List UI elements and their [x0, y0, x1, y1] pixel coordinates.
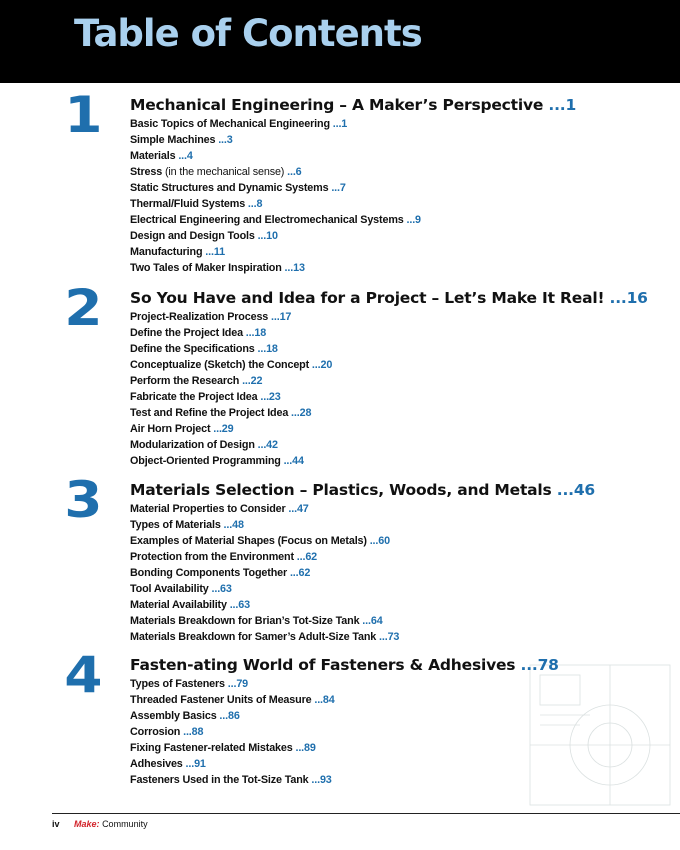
page-folio: iv: [52, 819, 60, 829]
chapter-page-number: 1: [565, 96, 577, 114]
toc-entry-page: 7: [339, 182, 346, 194]
toc-entry-page: 23: [268, 391, 281, 403]
toc-entry-text: Assembly Basics: [130, 710, 217, 722]
toc-entry[interactable]: Conceptualize (Sketch) the Concept ...20: [130, 359, 333, 371]
toc-entry[interactable]: Fixing Fastener-related Mistakes ...89: [130, 742, 316, 754]
page-title: Table of Contents: [74, 12, 422, 55]
toc-entry-text: Define the Specifications: [130, 343, 255, 355]
toc-entry[interactable]: Material Properties to Consider ...47: [130, 503, 309, 515]
toc-entry-text: Project-Realization Process: [130, 311, 269, 323]
toc-entry-page: 13: [293, 262, 305, 274]
header-bar: [0, 0, 680, 83]
toc-entry-page: 6: [295, 166, 302, 178]
toc-entry[interactable]: Design and Design Tools ...10: [130, 230, 278, 242]
toc-entry-page: 22: [250, 375, 263, 387]
toc-entry-page: 84: [322, 694, 335, 706]
toc-entry-page: 91: [194, 758, 206, 770]
toc-entry-page: 64: [370, 615, 383, 627]
toc-entry-page: 9: [415, 214, 421, 226]
toc-entry[interactable]: Basic Topics of Mechanical Engineering ...1: [130, 118, 348, 130]
toc-entry[interactable]: Simple Machines ...3: [130, 134, 233, 146]
toc-entry-text: Material Properties to Consider: [130, 503, 286, 515]
chapter-page-number: 46: [573, 481, 595, 499]
toc-entry[interactable]: Project-Realization Process ...17: [130, 311, 292, 323]
section-list: [130, 676, 335, 788]
toc-entry[interactable]: Protection from the Environment ...62: [130, 551, 318, 563]
footer-rule: [52, 813, 680, 814]
toc-entry-note: (in the mechanical sense): [162, 166, 285, 178]
toc-entry-page: 93: [319, 774, 332, 786]
toc-entry-page: 17: [279, 311, 292, 323]
toc-entry-text: Fasteners Used in the Tot-Size Tank: [130, 774, 309, 786]
toc-entry[interactable]: Materials ...4: [130, 150, 193, 162]
toc-entry-text: Types of Fasteners: [130, 678, 225, 690]
toc-entry[interactable]: Modularization of Design ...42: [130, 439, 278, 451]
toc-entry-text: Corrosion: [130, 726, 181, 738]
toc-entry-page: 89: [304, 742, 316, 754]
section-list: [130, 309, 332, 469]
toc-entry-page: 47: [296, 503, 309, 515]
chapter-page-number: 78: [537, 656, 559, 674]
toc-entry[interactable]: Types of Materials ...48: [130, 519, 244, 531]
toc-entry-text: Bonding Components Together: [130, 567, 288, 579]
toc-entry-page: 8: [256, 198, 263, 210]
toc-entry[interactable]: Materials Breakdown for Brian’s Tot-Size Tank ...64: [130, 615, 383, 627]
chapter-title-text: Materials Selection – Plastics, Woods, and Metals: [130, 481, 552, 499]
section-list: [130, 501, 399, 645]
blueprint-background-art: [520, 655, 680, 815]
toc-entry-page: 63: [220, 583, 232, 595]
toc-entry-text: Perform the Research: [130, 375, 240, 387]
toc-entry[interactable]: Fasteners Used in the Tot-Size Tank ...93: [130, 774, 332, 786]
toc-entry[interactable]: Fabricate the Project Idea ...23: [130, 391, 281, 403]
chapter-title-text: Mechanical Engineering – A Maker’s Perspective: [130, 96, 544, 114]
toc-entry[interactable]: Threaded Fastener Units of Measure ...84: [130, 694, 335, 706]
toc-entry-page: 1: [341, 118, 348, 130]
toc-entry[interactable]: Materials Breakdown for Samer’s Adult-Size Tank ...73: [130, 631, 400, 643]
toc-entry-page: 18: [254, 327, 267, 339]
toc-entry[interactable]: Air Horn Project ...29: [130, 423, 234, 435]
toc-entry[interactable]: Material Availability ...63: [130, 599, 250, 611]
toc-entry-page: 63: [238, 599, 250, 611]
toc-entry-page: 62: [298, 567, 311, 579]
toc-entry-text: Stress: [130, 166, 163, 178]
toc-entry[interactable]: Manufacturing ...11: [130, 246, 225, 258]
toc-entry[interactable]: Electrical Engineering and Electromechanical Systems ...9: [130, 214, 421, 226]
toc-entry-text: Fixing Fastener-related Mistakes: [130, 742, 293, 754]
chapter-title-link[interactable]: Materials Selection – Plastics, Woods, and Metals ...46: [130, 481, 595, 499]
toc-entry-page: 44: [292, 455, 304, 467]
toc-entry-page: 4: [186, 150, 193, 162]
toc-entry-page: 11: [213, 246, 225, 258]
toc-entry-page: 20: [320, 359, 333, 371]
toc-entry-text: Simple Machines: [130, 134, 216, 146]
chapter-title-text: So You Have and Idea for a Project – Let’s Make It Real!: [130, 289, 605, 307]
toc-entry-text: Protection from the Environment: [130, 551, 294, 563]
toc-entry-text: Air Horn Project: [130, 423, 211, 435]
toc-entry[interactable]: Perform the Research ...22: [130, 375, 263, 387]
toc-entry-page: 10: [266, 230, 278, 242]
toc-entry-page: 79: [236, 678, 249, 690]
toc-entry-text: Design and Design Tools: [130, 230, 255, 242]
toc-entry-text: Materials: [130, 150, 176, 162]
toc-entry-page: 29: [221, 423, 234, 435]
brand-logo: Make:: [74, 819, 100, 829]
toc-entry-page: 73: [387, 631, 400, 643]
toc-entry-text: Tool Availability: [130, 583, 209, 595]
chapter-title-link[interactable]: So You Have and Idea for a Project – Let’s Make It Real! ...16: [130, 289, 648, 307]
chapter-number: 2: [64, 279, 103, 337]
toc-entry[interactable]: Thermal/Fluid Systems ...8: [130, 198, 263, 210]
toc-entry-page: 88: [191, 726, 204, 738]
toc-entry-text: Conceptualize (Sketch) the Concept: [130, 359, 310, 371]
toc-entry-page: 60: [378, 535, 390, 547]
toc-entry[interactable]: Define the Project Idea ...18: [130, 327, 267, 339]
toc-entry[interactable]: Tool Availability ...63: [130, 583, 232, 595]
toc-entry[interactable]: Adhesives ...91: [130, 758, 206, 770]
toc-entry[interactable]: Types of Fasteners ...79: [130, 678, 249, 690]
toc-entry-text: Thermal/Fluid Systems: [130, 198, 246, 210]
chapter-title-link[interactable]: Mechanical Engineering – A Maker’s Perspective ...1: [130, 96, 577, 114]
toc-entry[interactable]: Corrosion ...88: [130, 726, 204, 738]
toc-entry-text: Object-Oriented Programming: [130, 455, 281, 467]
toc-entry-text: Manufacturing: [130, 246, 203, 258]
toc-entry[interactable]: Bonding Components Together ...62: [130, 567, 311, 579]
toc-entry-text: Basic Topics of Mechanical Engineering: [130, 118, 330, 130]
chapter-title-link[interactable]: Fasten-ating World of Fasteners & Adhesives ...78: [130, 656, 559, 674]
chapter-number: 4: [64, 646, 103, 704]
toc-entry[interactable]: Stress (in the mechanical sense) ...6: [130, 166, 302, 178]
footer: [52, 819, 148, 829]
toc-entry[interactable]: Define the Specifications ...18: [130, 343, 278, 355]
toc-entry-text: Test and Refine the Project Idea: [130, 407, 289, 419]
toc-entry-page: 18: [266, 343, 278, 355]
toc-entry-text: Material Availability: [130, 599, 227, 611]
toc-entry-page: 86: [227, 710, 240, 722]
toc-entry-text: Two Tales of Maker Inspiration: [130, 262, 282, 274]
toc-entry[interactable]: Assembly Basics ...86: [130, 710, 240, 722]
toc-entry-text: Types of Materials: [130, 519, 221, 531]
toc-entry[interactable]: Two Tales of Maker Inspiration ...13: [130, 262, 305, 274]
brand-community: Community: [102, 819, 148, 829]
toc-entry-text: Static Structures and Dynamic Systems: [130, 182, 329, 194]
chapter-page-number: 16: [626, 289, 648, 307]
toc-entry-text: Adhesives: [130, 758, 183, 770]
chapter-number: 3: [64, 471, 103, 529]
chapter-title-text: Fasten-ating World of Fasteners & Adhesives: [130, 656, 516, 674]
toc-entry-text: Examples of Material Shapes (Focus on Metals): [130, 535, 367, 547]
toc-entry-page: 3: [226, 134, 233, 146]
toc-entry-text: Fabricate the Project Idea: [130, 391, 258, 403]
toc-entry-text: Electrical Engineering and Electromechanical Systems: [130, 214, 404, 226]
toc-entry[interactable]: Examples of Material Shapes (Focus on Metals) ...60: [130, 535, 390, 547]
toc-entry-text: Define the Project Idea: [130, 327, 243, 339]
toc-entry[interactable]: Object-Oriented Programming ...44: [130, 455, 304, 467]
section-list: [130, 116, 421, 276]
toc-entry-page: 42: [266, 439, 278, 451]
toc-entry[interactable]: Static Structures and Dynamic Systems ...7: [130, 182, 346, 194]
toc-entry-text: Modularization of Design: [130, 439, 255, 451]
chapter-number: 1: [64, 86, 103, 144]
toc-entry-text: Materials Breakdown for Samer’s Adult-Size Tank: [130, 631, 377, 643]
toc-entry-page: 48: [232, 519, 244, 531]
toc-entry-text: Materials Breakdown for Brian’s Tot-Size Tank: [130, 615, 360, 627]
toc-entry-page: 62: [305, 551, 318, 563]
toc-entry[interactable]: Test and Refine the Project Idea ...28: [130, 407, 312, 419]
toc-entry-page: 28: [299, 407, 312, 419]
toc-entry-text: Threaded Fastener Units of Measure: [130, 694, 312, 706]
